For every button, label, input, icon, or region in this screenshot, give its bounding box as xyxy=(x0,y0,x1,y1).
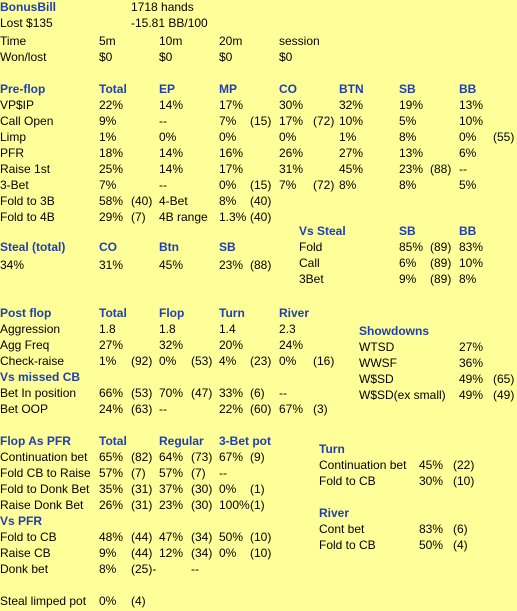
stat-cell: (4) xyxy=(453,538,468,552)
stat-cell: 30% xyxy=(279,98,304,112)
stat-cell: (53) xyxy=(191,354,213,368)
stat-cell: 83% xyxy=(459,240,484,254)
stat-cell: VP$IP xyxy=(0,98,35,112)
stat-cell: (10) xyxy=(250,546,272,560)
section-header: BTN xyxy=(339,82,364,96)
stat-cell: 83% xyxy=(419,522,444,536)
stat-cell: 50% xyxy=(419,538,444,552)
stat-cell: 18% xyxy=(99,146,124,160)
stat-cell: 85% xyxy=(399,240,424,254)
stat-cell: 30% xyxy=(419,474,444,488)
stat-cell: 33% xyxy=(219,386,244,400)
stat-cell: Agg Freq xyxy=(0,338,50,352)
stat-cell: 57% xyxy=(99,466,124,480)
stat-cell: 37% xyxy=(159,482,184,496)
stat-cell: 57% xyxy=(159,466,184,480)
stat-cell: (22) xyxy=(453,458,475,472)
stat-cell: 36% xyxy=(459,356,484,370)
stat-cell: 45% xyxy=(159,258,184,272)
stat-cell: Limp xyxy=(0,130,27,144)
stat-cell: 13% xyxy=(399,146,424,160)
stat-cell: Donk bet xyxy=(0,562,49,576)
stat-cell: (25)- xyxy=(131,562,157,576)
stat-cell: (30) xyxy=(191,482,213,496)
stat-cell: 2.3 xyxy=(279,322,296,336)
stat-cell: -- xyxy=(159,178,167,192)
stat-cell: (40) xyxy=(250,194,272,208)
stat-cell: 8% xyxy=(339,178,357,192)
stat-cell: 1.8 xyxy=(159,322,176,336)
stat-cell: 10% xyxy=(339,114,364,128)
stat-cell: 64% xyxy=(159,450,184,464)
stat-cell: (4) xyxy=(131,594,146,608)
section-header: Total xyxy=(99,306,127,320)
stat-cell: (15) xyxy=(250,178,272,192)
stat-cell: 45% xyxy=(339,162,364,176)
stat-cell: 50% xyxy=(219,530,244,544)
stat-cell: Fold to CB xyxy=(0,530,57,544)
stat-cell: 67% xyxy=(219,450,244,464)
stat-cell: 13% xyxy=(459,98,484,112)
stat-cell: 8% xyxy=(219,194,237,208)
stat-cell: 49% xyxy=(459,388,484,402)
stat-cell: (1) xyxy=(250,498,265,512)
stat-cell: 4B range xyxy=(159,210,208,224)
stat-cell: (88) xyxy=(250,258,272,272)
stat-cell: (44) xyxy=(131,530,153,544)
stat-cell: 24% xyxy=(99,402,124,416)
stat-cell: (6) xyxy=(250,386,265,400)
stat-cell: 25% xyxy=(99,162,124,176)
stat-cell: (31) xyxy=(131,498,153,512)
stat-cell: 3-Bet xyxy=(0,178,29,192)
section-header: Total xyxy=(99,82,127,96)
stat-cell: session xyxy=(279,34,320,48)
section-header: SB xyxy=(399,224,416,238)
stat-cell: 5% xyxy=(399,114,417,128)
stat-cell: 32% xyxy=(339,98,364,112)
stat-cell: (63) xyxy=(131,402,153,416)
section-header: Regular xyxy=(159,434,204,448)
stat-cell: Time xyxy=(0,34,27,48)
stat-cell: Call Open xyxy=(0,114,54,128)
stat-cell: (89) xyxy=(430,272,452,286)
stat-cell: 1% xyxy=(339,130,357,144)
stat-cell: (82) xyxy=(131,450,153,464)
section-header: Flop xyxy=(159,306,185,320)
stat-cell: (7) xyxy=(131,466,146,480)
stat-cell: -- xyxy=(159,114,167,128)
stat-cell: 1.8 xyxy=(99,322,116,336)
stat-cell: 23% xyxy=(399,162,424,176)
section-header: 3-Bet pot xyxy=(219,434,271,448)
section-header: SB xyxy=(219,240,236,254)
stat-cell: (89) xyxy=(430,256,452,270)
section-header: River xyxy=(319,506,350,520)
stat-cell: Fold xyxy=(299,240,323,254)
stat-cell: Won/lost xyxy=(0,50,47,64)
stat-cell: -- xyxy=(279,386,287,400)
stat-cell: 0% xyxy=(159,130,177,144)
stat-cell: 4-Bet xyxy=(159,194,188,208)
stat-cell: $0 xyxy=(279,50,293,64)
stat-cell: 34% xyxy=(0,258,25,272)
stat-cell: -- xyxy=(219,466,227,480)
section-header: CO xyxy=(279,82,297,96)
stat-cell: 10m xyxy=(159,34,183,48)
section-header: MP xyxy=(219,82,237,96)
stat-cell: 7% xyxy=(279,178,297,192)
stat-cell: 16% xyxy=(219,146,244,160)
section-header: Post flop xyxy=(0,306,52,320)
stat-cell: $0 xyxy=(99,50,113,64)
stat-cell: 10% xyxy=(459,114,484,128)
section-header: Steal (total) xyxy=(0,240,66,254)
stat-cell: 1718 hands xyxy=(131,0,194,14)
section-header: Vs PFR xyxy=(0,514,43,528)
stat-cell: WTSD xyxy=(359,340,395,354)
stat-cell: (49) xyxy=(493,388,515,402)
stat-cell: 26% xyxy=(279,146,304,160)
stat-cell: Fold CB to Raise xyxy=(0,466,91,480)
stat-cell: (30) xyxy=(191,498,213,512)
stat-cell: (72) xyxy=(313,114,335,128)
stat-cell: (15) xyxy=(250,114,272,128)
stat-cell: 0% xyxy=(99,594,117,608)
stat-cell: 19% xyxy=(399,98,424,112)
stat-cell: (92) xyxy=(131,354,153,368)
stat-cell: Fold to 4B xyxy=(0,210,55,224)
stat-cell: 4% xyxy=(219,354,237,368)
stat-cell: (40) xyxy=(131,194,153,208)
stat-cell: 3Bet xyxy=(299,272,324,286)
section-header: Btn xyxy=(159,240,179,254)
stat-cell: (73) xyxy=(191,450,213,464)
stat-cell: 27% xyxy=(459,340,484,354)
section-header: Showdowns xyxy=(359,324,429,338)
stat-cell: Fold to Donk Bet xyxy=(0,482,90,496)
stat-cell: 8% xyxy=(399,178,417,192)
stat-cell: Aggression xyxy=(0,322,61,336)
stat-cell: (55) xyxy=(493,130,515,144)
stat-cell: 17% xyxy=(219,162,244,176)
stat-cell: (89) xyxy=(430,240,452,254)
stat-cell: 23% xyxy=(219,258,244,272)
stat-cell: (72) xyxy=(313,178,335,192)
stat-cell: Bet OOP xyxy=(0,402,49,416)
stat-cell: 35% xyxy=(99,482,124,496)
stat-cell: -- xyxy=(159,402,167,416)
section-header: Turn xyxy=(319,442,345,456)
stat-cell: (40) xyxy=(250,210,272,224)
stat-cell: 17% xyxy=(219,98,244,112)
stat-cell: 31% xyxy=(99,258,124,272)
stat-cell: 1% xyxy=(99,354,117,368)
stat-cell: Fold to CB xyxy=(319,538,376,552)
section-header: Vs missed CB xyxy=(0,370,81,384)
stat-cell: 20% xyxy=(219,338,244,352)
stat-cell: Check-raise xyxy=(0,354,65,368)
stat-cell: (65) xyxy=(493,372,515,386)
stat-cell: 12% xyxy=(159,546,184,560)
stat-cell: (60) xyxy=(250,402,272,416)
stat-cell: Raise 1st xyxy=(0,162,51,176)
stat-cell: (7) xyxy=(131,210,146,224)
section-header: River xyxy=(279,306,310,320)
stat-cell: 10% xyxy=(459,256,484,270)
section-header: BB xyxy=(459,224,477,238)
stat-cell: 27% xyxy=(99,338,124,352)
stat-cell: (10) xyxy=(250,530,272,544)
stat-cell: 20m xyxy=(219,34,243,48)
stat-cell: Continuation bet xyxy=(319,458,407,472)
stat-cell: 0% xyxy=(279,354,297,368)
stat-cell: 1% xyxy=(99,130,117,144)
stat-cell: (44) xyxy=(131,546,153,560)
stat-cell: 5m xyxy=(99,34,116,48)
stat-cell: -15.81 BB/100 xyxy=(131,16,208,30)
stat-cell: (7) xyxy=(191,466,206,480)
section-header: EP xyxy=(159,82,176,96)
stat-cell: Cont bet xyxy=(319,522,365,536)
stat-cell: Bet In position xyxy=(0,386,77,400)
stat-cell: 32% xyxy=(159,338,184,352)
section-header: BB xyxy=(459,82,477,96)
stat-cell: 31% xyxy=(279,162,304,176)
stat-cell: (34) xyxy=(191,530,213,544)
stat-cell: Raise Donk Bet xyxy=(0,498,84,512)
stat-cell: 47% xyxy=(159,530,184,544)
stat-cell: 9% xyxy=(99,546,117,560)
stat-cell: $0 xyxy=(159,50,173,64)
stat-cell: -- xyxy=(191,562,199,576)
stat-cell: 22% xyxy=(219,402,244,416)
section-header: Turn xyxy=(219,306,245,320)
stat-cell: 8% xyxy=(399,130,417,144)
stat-cell: Steal limped pot xyxy=(0,594,87,608)
stat-cell: Lost $135 xyxy=(0,16,53,30)
stat-cell: (6) xyxy=(453,522,468,536)
stat-cell: 0% xyxy=(219,482,237,496)
stat-cell: (34) xyxy=(191,546,213,560)
section-header: CO xyxy=(99,240,117,254)
stat-cell: 0% xyxy=(459,130,477,144)
stat-cell: 48% xyxy=(99,530,124,544)
stat-cell: (1) xyxy=(250,482,265,496)
stat-cell: 8% xyxy=(99,562,117,576)
stat-cell: 7% xyxy=(99,178,117,192)
stat-cell: 14% xyxy=(159,162,184,176)
stat-cell: Continuation bet xyxy=(0,450,88,464)
stat-cell: (16) xyxy=(313,354,335,368)
stat-cell: 24% xyxy=(279,338,304,352)
stat-cell: 14% xyxy=(159,146,184,160)
stat-cell: 67% xyxy=(279,402,304,416)
stat-cell: 22% xyxy=(99,98,124,112)
stat-cell: $0 xyxy=(219,50,233,64)
stat-cell: W$SD(ex small) xyxy=(359,388,446,402)
stat-cell: 45% xyxy=(419,458,444,472)
stat-cell: 5% xyxy=(459,178,477,192)
stat-cell: Raise CB xyxy=(0,546,51,560)
stat-cell: 1.3% xyxy=(219,210,247,224)
stat-cell: 23% xyxy=(159,498,184,512)
stat-cell: 6% xyxy=(399,256,417,270)
stat-cell: 0% xyxy=(219,178,237,192)
stat-cell: (9) xyxy=(250,450,265,464)
stat-cell: (31) xyxy=(131,482,153,496)
stat-cell: Fold to CB xyxy=(319,474,376,488)
stat-cell: 49% xyxy=(459,372,484,386)
stat-cell: 1.4 xyxy=(219,322,236,336)
stat-cell: 27% xyxy=(339,146,364,160)
stat-cell: (88) xyxy=(430,162,452,176)
stat-cell: 65% xyxy=(99,450,124,464)
stat-cell: 9% xyxy=(399,272,417,286)
stat-cell: 7% xyxy=(219,114,237,128)
stat-cell: (23) xyxy=(250,354,272,368)
stat-cell: 26% xyxy=(99,498,124,512)
stat-cell: WWSF xyxy=(359,356,397,370)
section-header: Vs Steal xyxy=(299,224,346,238)
stat-cell: 66% xyxy=(99,386,124,400)
stat-cell: 29% xyxy=(99,210,124,224)
stat-cell: W$SD xyxy=(359,372,394,386)
stat-cell: 0% xyxy=(159,354,177,368)
stat-cell: 100% xyxy=(219,498,250,512)
stat-cell: 0% xyxy=(219,130,237,144)
stat-cell: (47) xyxy=(191,386,213,400)
stat-cell: 8% xyxy=(459,272,477,286)
stat-cell: 0% xyxy=(219,546,237,560)
section-header: Flop As PFR xyxy=(0,434,71,448)
section-header: SB xyxy=(399,82,416,96)
stat-cell: 70% xyxy=(159,386,184,400)
stat-cell: Call xyxy=(299,256,320,270)
stat-cell: PFR xyxy=(0,146,24,160)
stat-cell: 58% xyxy=(99,194,124,208)
stat-cell: 14% xyxy=(159,98,184,112)
stat-cell: Fold to 3B xyxy=(0,194,55,208)
stat-cell: 9% xyxy=(99,114,117,128)
stat-cell: 6% xyxy=(459,146,477,160)
section-header: Pre-flop xyxy=(0,82,46,96)
stat-cell: 0% xyxy=(279,130,297,144)
stat-cell: (53) xyxy=(131,386,153,400)
stat-cell: -- xyxy=(459,162,467,176)
section-header: BonusBill xyxy=(0,0,56,14)
stat-cell: 17% xyxy=(279,114,304,128)
stat-cell: (3) xyxy=(313,402,328,416)
stat-cell: (10) xyxy=(453,474,475,488)
section-header: Total xyxy=(99,434,127,448)
